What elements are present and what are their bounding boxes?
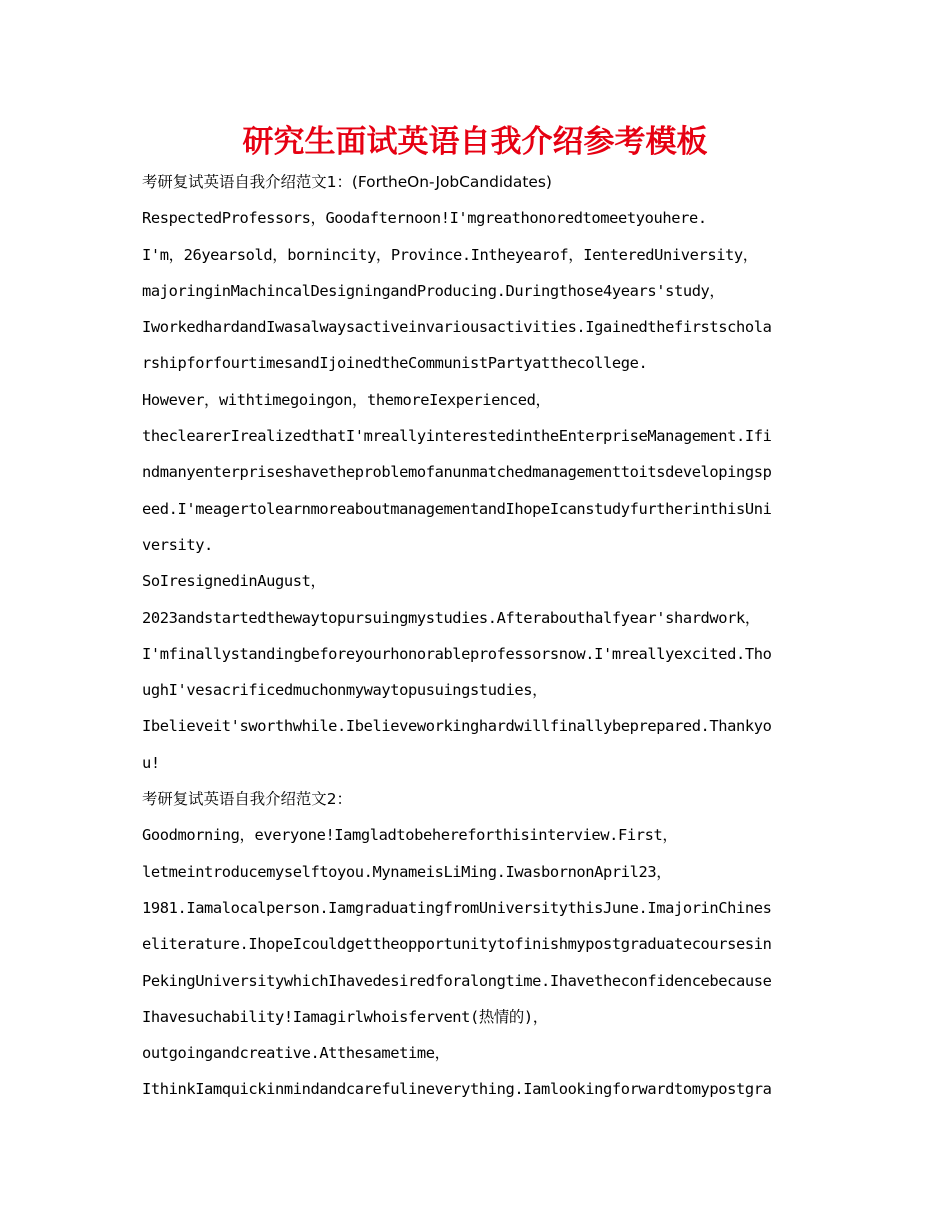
body-line: Goodmorning，everyone!Iamgladtobehereforthisinterview.First， xyxy=(142,826,678,845)
body-line: outgoingandcreative.Atthesametime， xyxy=(142,1044,450,1063)
body-line: 2023andstartedthewaytopursuingmystudies.Afterabouthalfyear'shardwork， xyxy=(142,608,760,627)
document-body xyxy=(142,164,810,1108)
body-line: Ibelieveit'sworthwhile.Ibelieveworkinghardwillfinallybeprepared.Thankyo xyxy=(142,717,772,736)
body-line: rshipforfourtimesandIjoinedtheCommunistPartyatthecollege. xyxy=(142,354,648,373)
body-line: majoringinMachincalDesigningandProducing.Duringthose4years'study， xyxy=(142,281,725,300)
body-line: eed.I'meagertolearnmoreaboutmanagementandIhopeIcanstudyfurtherinthisUni xyxy=(142,499,772,518)
body-line: versity. xyxy=(142,535,213,554)
body-line: Ihavesuchability!Iamagirlwhoisfervent(热情的)， xyxy=(142,1007,548,1026)
body-line: However，withtimegoingon，themoreIexperienced， xyxy=(142,390,551,409)
body-line: RespectedProfessors，Goodafternoon!I'mgreathonoredtomeetyouhere. xyxy=(142,209,707,228)
body-line: IthinkIamquickinmindandcarefulineverything.Iamlookingforwardtomypostgra xyxy=(142,1080,772,1099)
document-title: 研究生面试英语自我介绍参考模板 xyxy=(242,124,708,160)
body-line: 1981.Iamalocalperson.IamgraduatingfromUniversitythisJune.ImajorinChines xyxy=(142,898,772,917)
body-line: SoIresignedinAugust， xyxy=(142,572,326,591)
body-line: I'mfinallystandingbeforeyourhonorableprofessorsnow.I'mreallyexcited.Tho xyxy=(142,644,772,663)
body-line: 考研复试英语自我介绍范文2： xyxy=(142,790,352,809)
body-line: theclearerIrealizedthatI'mreallyinterestedintheEnterpriseManagement.Ifi xyxy=(142,427,772,446)
body-line: letmeintroducemyselftoyou.MynameisLiMing.IwasbornonApril23， xyxy=(142,862,672,881)
body-line: PekingUniversitywhichIhavedesiredforalongtime.Ihavetheconfidencebecause xyxy=(142,971,772,990)
body-line: eliterature.IhopeIcouldgettheopportunitytofinishmypostgraduatecoursesin xyxy=(142,935,772,954)
body-line: IworkedhardandIwasalwaysactiveinvariousactivities.Igainedthefirstschola xyxy=(142,318,772,337)
body-line: ughI'vesacrificedmuchonmywaytopusuingstudies， xyxy=(142,681,548,700)
body-line: I'm，26yearsold，bornincity，Province.Intheyearof，IenteredUniversity， xyxy=(142,245,758,264)
body-line: 考研复试英语自我介绍范文1：(FortheOn-JobCandidates) xyxy=(142,173,552,191)
body-line: u! xyxy=(142,753,160,772)
body-line: ndmanyenterpriseshavetheproblemofanunmatchedmanagementtoitsdevelopingsp xyxy=(142,463,772,482)
